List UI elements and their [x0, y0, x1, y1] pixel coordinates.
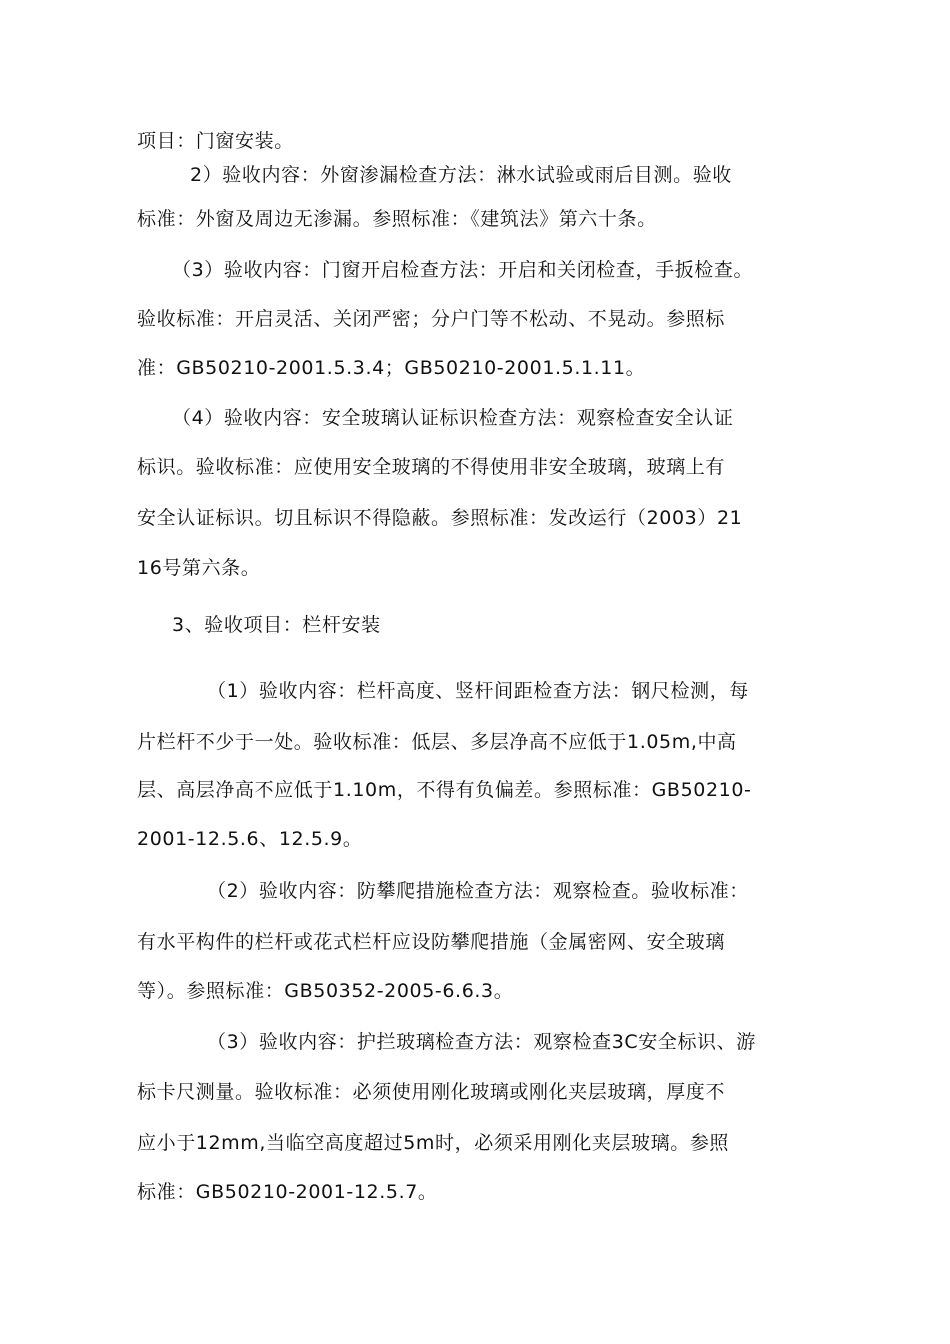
text-line: 16号第六条。 — [137, 557, 261, 579]
text-line: 项目：门窗安装。 — [137, 130, 294, 152]
text-line: 标卡尺测量。验收标准：必须使用刚化玻璃或刚化夹层玻璃，厚度不 — [137, 1081, 726, 1103]
text-line: 有水平构件的栏杆或花式栏杆应设防攀爬措施（金属密网、安全玻璃 — [137, 931, 726, 953]
text-line: 层、高层净高不应低于1.10m，不得有负偏差。参照标准：GB50210- — [137, 779, 752, 801]
text-line: （3）验收内容：护拦玻璃检查方法：观察检查3C安全标识、游 — [207, 1031, 756, 1053]
text-line: （4）验收内容：安全玻璃认证标识检查方法：观察检查安全认证 — [172, 407, 734, 429]
text-line: 应小于12mm,当临空高度超过5m时，必须采用刚化夹层玻璃。参照 — [137, 1132, 730, 1154]
text-line: （3）验收内容：门窗开启检查方法：开启和关闭检查，手扳检查。 — [172, 259, 754, 281]
text-line: 安全认证标识。切且标识不得隐蔽。参照标准：发改运行（2003）21 — [137, 507, 743, 529]
text-line: 验收标准：开启灵活、关闭严密；分户门等不松动、不晃动。参照标 — [137, 308, 726, 330]
text-line: 标准：外窗及周边无渗漏。参照标准：《建筑法》第六十条。 — [137, 208, 657, 230]
text-line: 等）。参照标准：GB50352-2005-6.6.3。 — [137, 980, 514, 1002]
text-line: 标识。验收标准：应使用安全玻璃的不得使用非安全玻璃，玻璃上有 — [137, 456, 726, 478]
text-line: 准：GB50210-2001.5.3.4；GB50210-2001.5.1.11。 — [137, 357, 646, 379]
section-heading: 3、验收项目：栏杆安装 — [172, 614, 381, 636]
text-line: （1）验收内容：栏杆高度、竖杆间距检查方法：钢尺检测，每 — [207, 680, 749, 702]
text-line: （2）验收内容：防攀爬措施检查方法：观察检查。验收标准： — [207, 880, 749, 902]
text-line: 片栏杆不少于一处。验收标准：低层、多层净高不应低于1.05m,中高 — [137, 731, 737, 753]
text-line: 标准：GB50210-2001-12.5.7。 — [137, 1181, 438, 1203]
text-line: 2001-12.5.6、12.5.9。 — [137, 828, 363, 850]
text-line: 2）验收内容：外窗渗漏检查方法：淋水试验或雨后目测。验收 — [190, 164, 732, 186]
